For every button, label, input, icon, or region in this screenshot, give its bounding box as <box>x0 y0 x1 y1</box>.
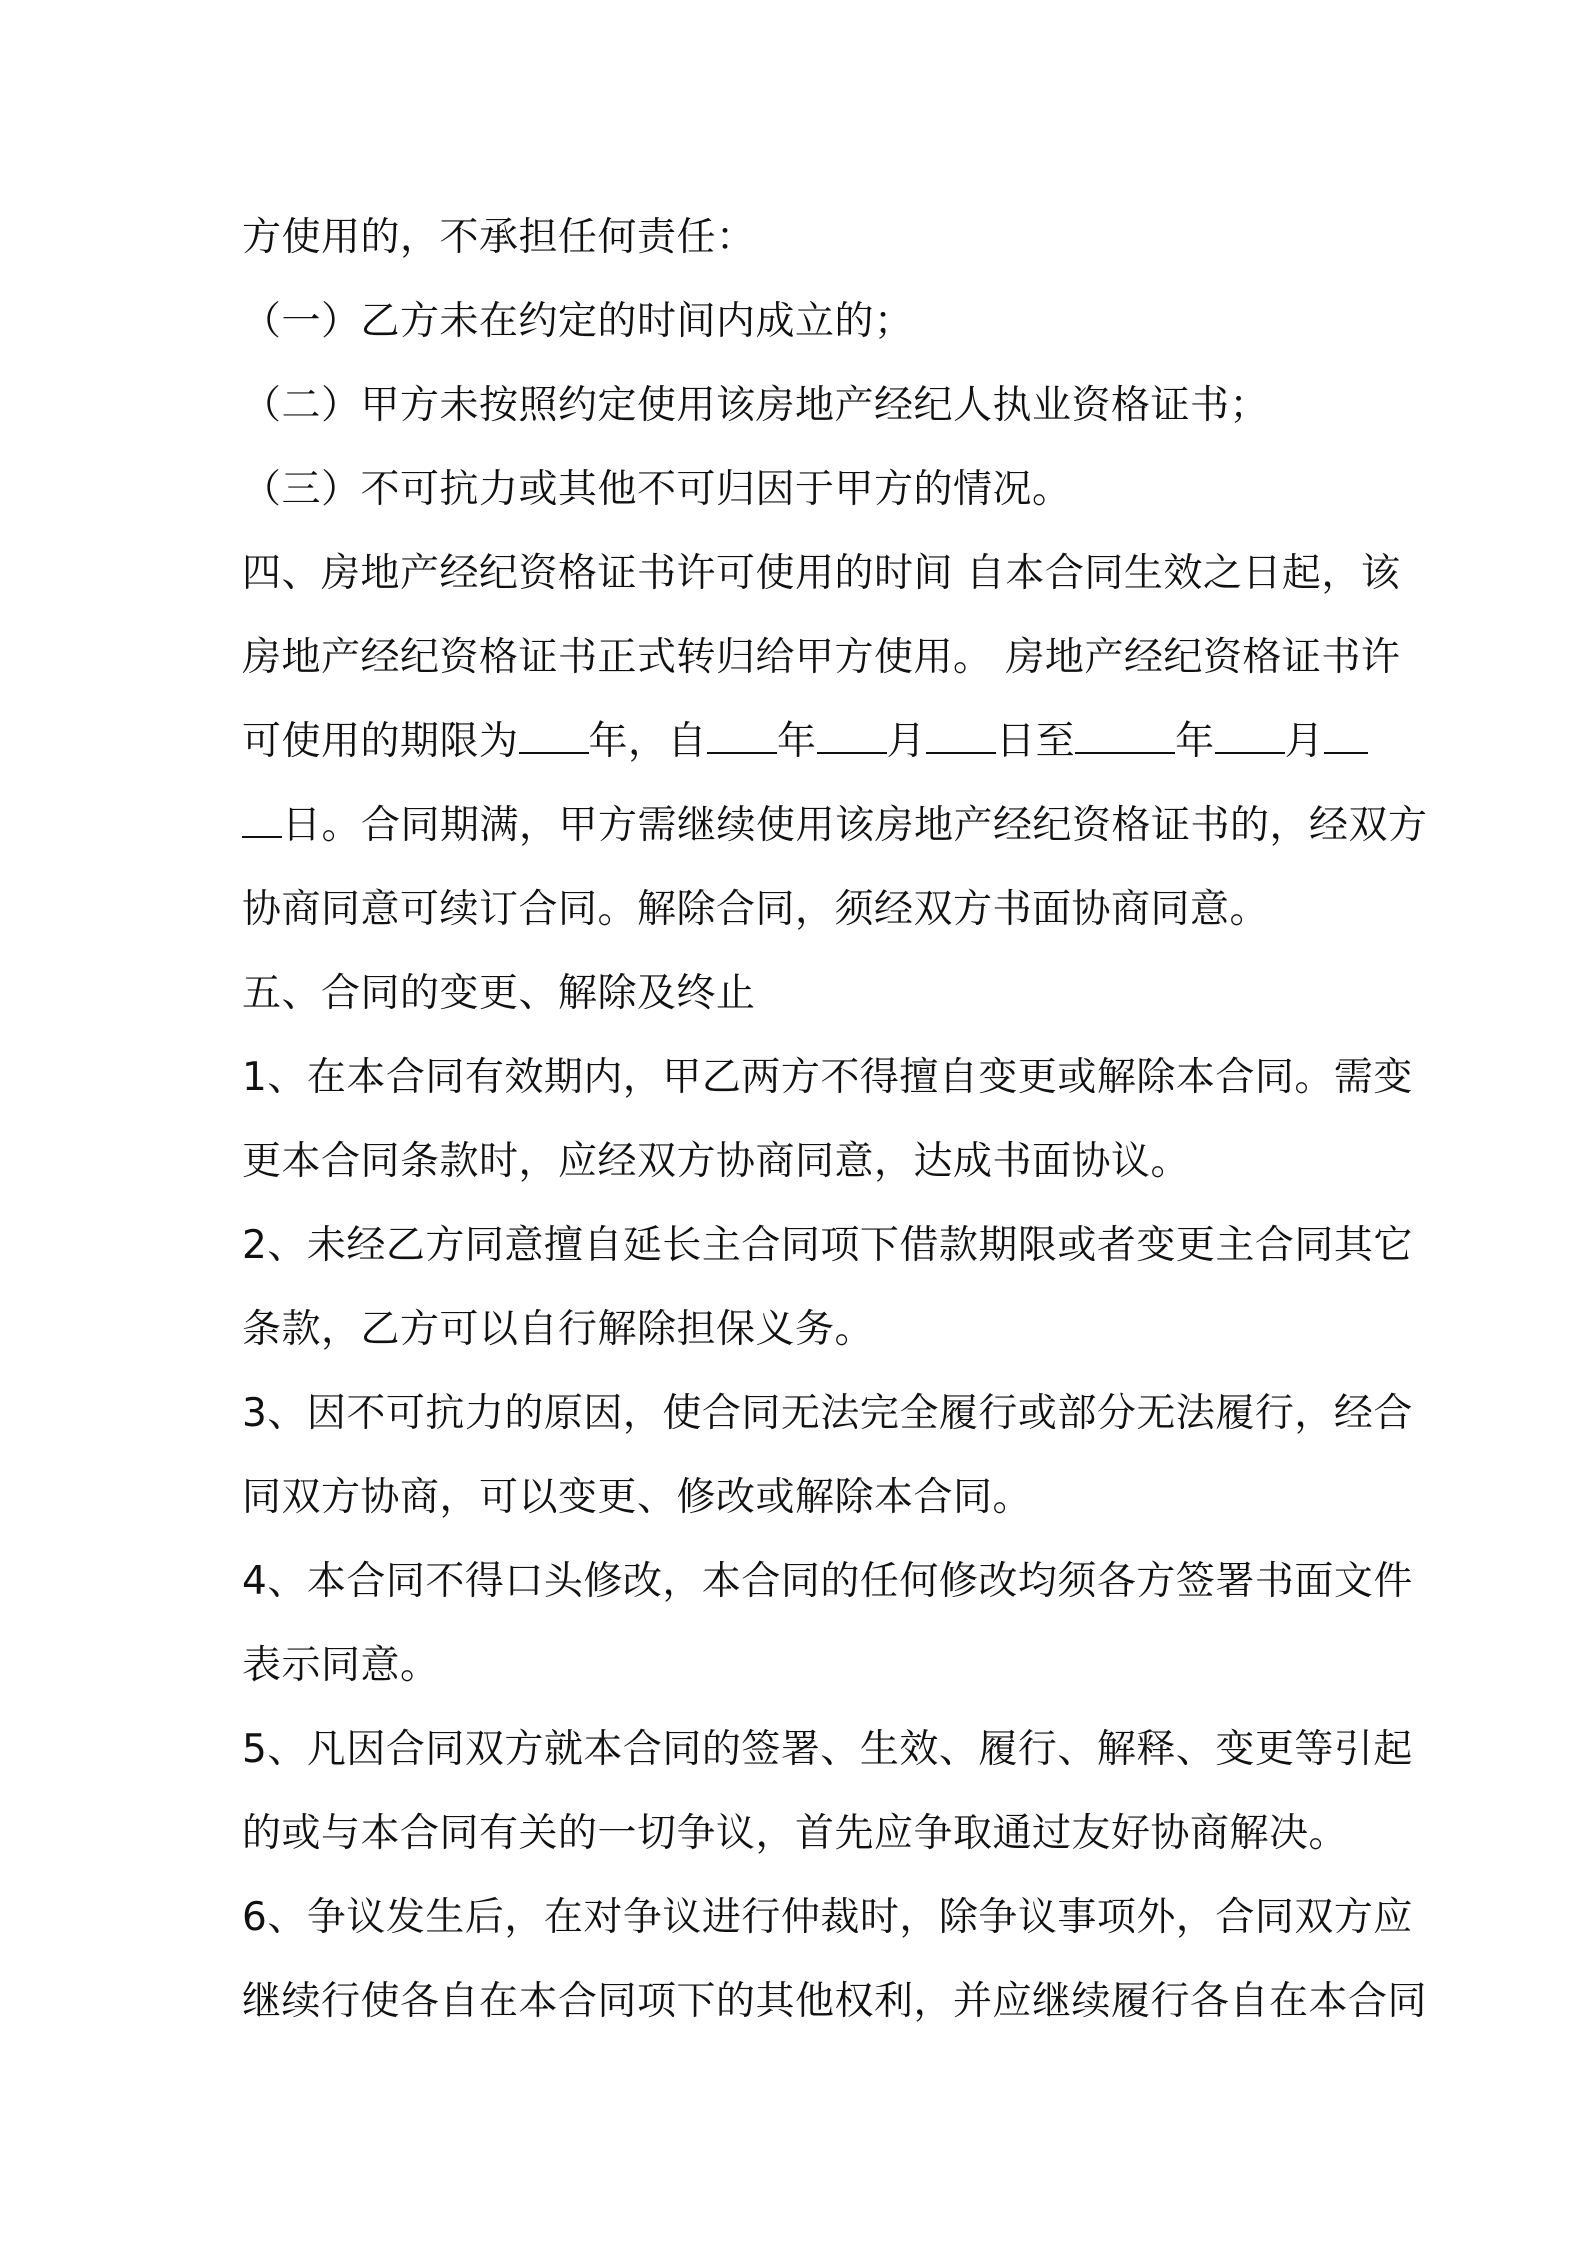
blank-field <box>707 718 777 754</box>
section-four-heading: 四、房地产经纪资格证书许可使用的时间 自本合同生效之日起，该 <box>242 551 1401 596</box>
blank-field <box>242 802 282 838</box>
clause-one: 1、在本合同有效期内，甲乙两方不得擅自变更或解除本合同。需变 <box>242 1055 1413 1100</box>
blank-field <box>817 718 887 754</box>
term-text: 月 <box>886 719 927 764</box>
term-text: 月 <box>1284 719 1325 764</box>
paragraph-line: 房地产经纪资格证书正式转归给甲方使用。 房地产经纪资格证书许 <box>242 635 1401 680</box>
blank-field <box>1324 718 1368 754</box>
clause-six: 6、争议发生后，在对争议进行仲裁时，除争议事项外，合同双方应 <box>242 1895 1413 1940</box>
expiry-text: 日。合同期满，甲方需继续使用该房地产经纪资格证书的，经双方 <box>282 803 1428 848</box>
clause-three: 3、因不可抗力的原因，使合同无法完全履行或部分无法履行，经合 <box>242 1391 1413 1436</box>
paragraph-line: 继续行使各自在本合同项下的其他权利，并应继续履行各自在本合同 <box>242 1979 1428 2024</box>
paragraph-line: 的或与本合同有关的一切争议，首先应争取通过友好协商解决。 <box>242 1811 1349 1856</box>
term-text: 年，自 <box>588 719 708 764</box>
paragraph-line: 更本合同条款时，应经双方协商同意，达成书面协议。 <box>242 1139 1191 1184</box>
term-text: 日至 <box>996 719 1076 764</box>
expiry-line <box>242 784 1428 868</box>
paragraph-line: 方使用的，不承担任何责任： <box>242 215 756 260</box>
section-five-heading: 五、合同的变更、解除及终止 <box>242 971 756 1016</box>
clause-four: 4、本合同不得口头修改，本合同的任何修改均须各方签署书面文件 <box>242 1559 1413 1604</box>
document-body <box>242 196 1428 2044</box>
clause-five: 5、凡因合同双方就本合同的签署、生效、履行、解释、变更等引起 <box>242 1727 1413 1772</box>
list-item-one: （一）乙方未在约定的时间内成立的； <box>242 299 914 344</box>
paragraph-line: 条款，乙方可以自行解除担保义务。 <box>242 1307 875 1352</box>
term-period-line <box>242 700 1354 784</box>
term-text: 可使用的期限为 <box>242 719 519 764</box>
blank-field <box>519 718 589 754</box>
paragraph-line: 同双方协商，可以变更、修改或解除本合同。 <box>242 1475 1033 1520</box>
paragraph-line: 表示同意。 <box>242 1643 440 1688</box>
term-text: 年 <box>1175 719 1215 764</box>
blank-field <box>926 718 996 754</box>
blank-field <box>1075 718 1175 754</box>
list-item-three: （三）不可抗力或其他不可归因于甲方的情况。 <box>242 467 1072 512</box>
blank-field <box>1215 718 1285 754</box>
clause-two: 2、未经乙方同意擅自延长主合同项下借款期限或者变更主合同其它 <box>242 1223 1413 1268</box>
list-item-two: （二）甲方未按照约定使用该房地产经纪人执业资格证书； <box>242 383 1270 428</box>
paragraph-line: 协商同意可续订合同。解除合同，须经双方书面协商同意。 <box>242 887 1270 932</box>
term-text: 年 <box>777 719 817 764</box>
